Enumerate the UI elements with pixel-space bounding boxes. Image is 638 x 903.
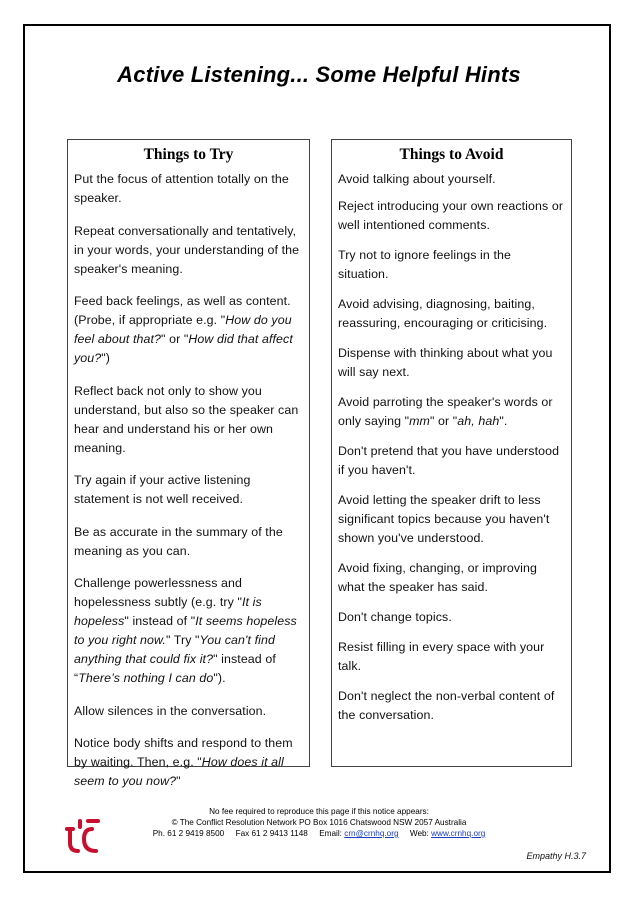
list-item: Try not to ignore feelings in the situation.: [338, 248, 511, 281]
list-item: Challenge powerlessness and hopelessness subtly (e.g. try "It is hopeless" instead of "It seems hopeless to you right now." Try "You can't find anything that could fix it?" instead of “There’s nothing I can do").: [74, 576, 297, 685]
list-item: Avoid talking about yourself.: [338, 172, 496, 186]
address: © The Conflict Resolution Network PO Box 1016 Chatswood NSW 2057 Australia: [171, 818, 467, 827]
list-item: Notice body shifts and respond to them by waiting. Then, e.g. "How does it all seem to you now?": [74, 736, 293, 788]
list-item: Try again if your active listening statement is not well received.: [74, 473, 251, 506]
email-label: Email:: [319, 829, 342, 838]
list-item: Reject introducing your own reactions or well intentioned comments.: [338, 199, 564, 232]
list-item: Reflect back not only to show you understand, but also so the speaker can hear and understand his or her own meaning.: [74, 383, 299, 455]
page-title: Active Listening... Some Helpful Hints: [117, 62, 521, 87]
things-to-avoid-heading: Things to Avoid: [399, 146, 504, 163]
things-to-try-heading: Things to Try: [143, 146, 234, 163]
document-id: Empathy H.3.7: [526, 851, 586, 861]
list-item: Avoid parroting the speaker's words or only saying "mm" or "ah, hah".: [338, 395, 553, 428]
list-item: Don't pretend that you have understood if you haven't.: [338, 444, 560, 477]
list-item: Avoid letting the speaker drift to less significant topics because you haven't shown you've understood.: [338, 493, 550, 545]
footer: [0, 806, 638, 839]
list-item: Be as accurate in the summary of the meaning as you can.: [74, 524, 283, 558]
list-item: Avoid fixing, changing, or improving what the speaker has said.: [338, 561, 537, 594]
fax: Fax 61 2 9413 1148: [235, 829, 308, 838]
contact-line: [0, 828, 638, 839]
web-label: Web:: [409, 829, 429, 838]
things-to-avoid-column: [331, 139, 572, 767]
list-item: Feed back feelings, as well as content. (Probe, if appropriate e.g. "How do you feel about that?" or "How did that affect you?"): [74, 294, 293, 365]
list-item: Resist filling in every space with your talk.: [338, 640, 545, 673]
phone: Ph. 61 2 9419 8500: [152, 829, 225, 838]
list-item: Put the focus of attention totally on the speaker.: [74, 172, 289, 205]
email-link[interactable]: crn@crnhq.org: [344, 829, 399, 838]
reproduction-notice: No fee required to reproduce this page if this notice appears:: [209, 807, 429, 816]
list-item: Avoid advising, diagnosing, baiting, reassuring, encouraging or criticising.: [338, 297, 548, 330]
list-item: Dispense with thinking about what you will say next.: [338, 346, 553, 379]
web-link[interactable]: www.crnhq.org: [431, 829, 486, 838]
list-item: Allow silences in the conversation.: [74, 703, 267, 718]
list-item: Don't change topics.: [338, 610, 452, 624]
things-to-try-column: [67, 139, 310, 788]
list-item: Repeat conversationally and tentatively, in your words, your understanding of the speaker's meaning.: [74, 223, 300, 276]
list-item: Don't neglect the non-verbal content of the conversation.: [338, 689, 555, 722]
